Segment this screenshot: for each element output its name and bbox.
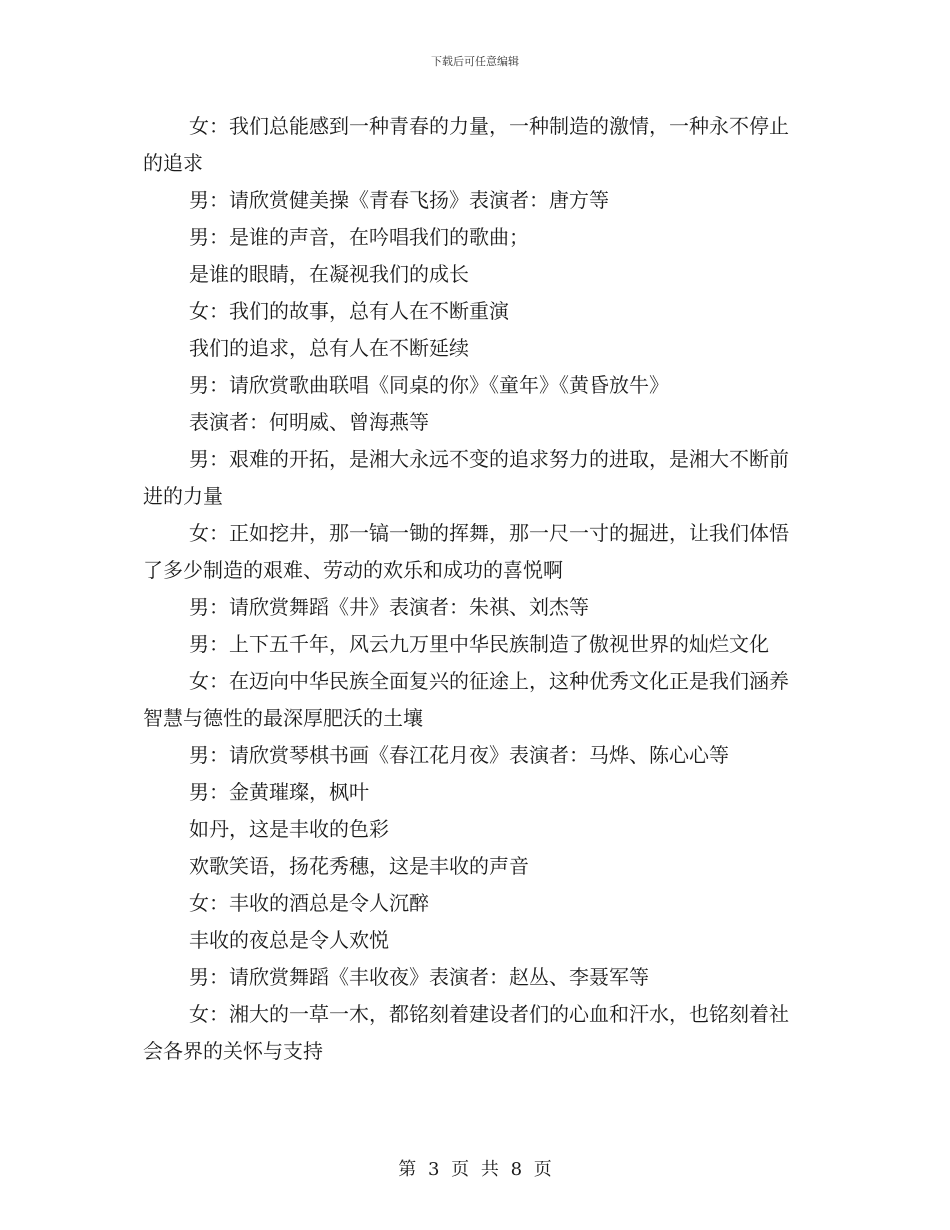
paragraph: 我们的追求，总有人在不断延续: [189, 336, 469, 360]
paragraph: 是谁的眼睛，在凝视我们的成长: [189, 262, 469, 286]
paragraph: 男：请欣赏琴棋书画《春江花月夜》表演者：马烨、陈心心等: [189, 743, 729, 767]
paragraph: 男：请欣赏舞蹈《丰收夜》表演者：赵丛、李聂军等: [189, 965, 649, 989]
paragraph: 女：正如挖井，那一镐一锄的挥舞，那一尺一寸的掘进，让我们体悟了多少制造的艰难、劳动的欢乐和成功的喜悦啊: [143, 521, 789, 582]
paragraph: 女：我们的故事，总有人在不断重演: [189, 299, 509, 323]
paragraph: 女：在迈向中华民族全面复兴的征途上，这种优秀文化正是我们涵养智慧与德性的最深厚肥沃的土壤: [143, 669, 789, 730]
paragraph: 表演者：何明威、曾海燕等: [189, 410, 429, 434]
paragraph: 男：上下五千年，风云九万里中华民族制造了傲视世界的灿烂文化: [189, 632, 769, 656]
paragraph: 男：请欣赏舞蹈《井》表演者：朱祺、刘杰等: [189, 595, 589, 619]
paragraph: 女：湘大的一草一木，都铭刻着建设者们的心血和汗水，也铭刻着社会各界的关怀与支持: [143, 1002, 789, 1063]
paragraph: 欢歌笑语，扬花秀穗，这是丰收的声音: [189, 854, 529, 878]
paragraph: 男：请欣赏健美操《青春飞扬》表演者：唐方等: [189, 188, 609, 212]
document-body: [143, 108, 800, 1070]
paragraph: 男：金黄璀璨，枫叶: [189, 780, 369, 804]
paragraph: 女：我们总能感到一种青春的力量，一种制造的激情，一种永不停止的追求: [143, 114, 789, 175]
paragraph: 男：请欣赏歌曲联唱《同桌的你》《童年》《黄昏放牛》: [189, 373, 669, 397]
paragraph: 丰收的夜总是令人欢悦: [189, 928, 389, 952]
paragraph: 男：艰难的开拓，是湘大永远不变的追求努力的进取，是湘大不断前进的力量: [143, 447, 789, 508]
paragraph: 女：丰收的酒总是令人沉醉: [189, 891, 429, 915]
paragraph: 男：是谁的声音，在吟唱我们的歌曲；: [189, 225, 529, 249]
page-header: 下载后可任意编辑: [431, 55, 519, 68]
paragraph: 如丹，这是丰收的色彩: [189, 817, 389, 841]
page-footer: 第 3 页 共 8 页: [398, 1159, 552, 1180]
